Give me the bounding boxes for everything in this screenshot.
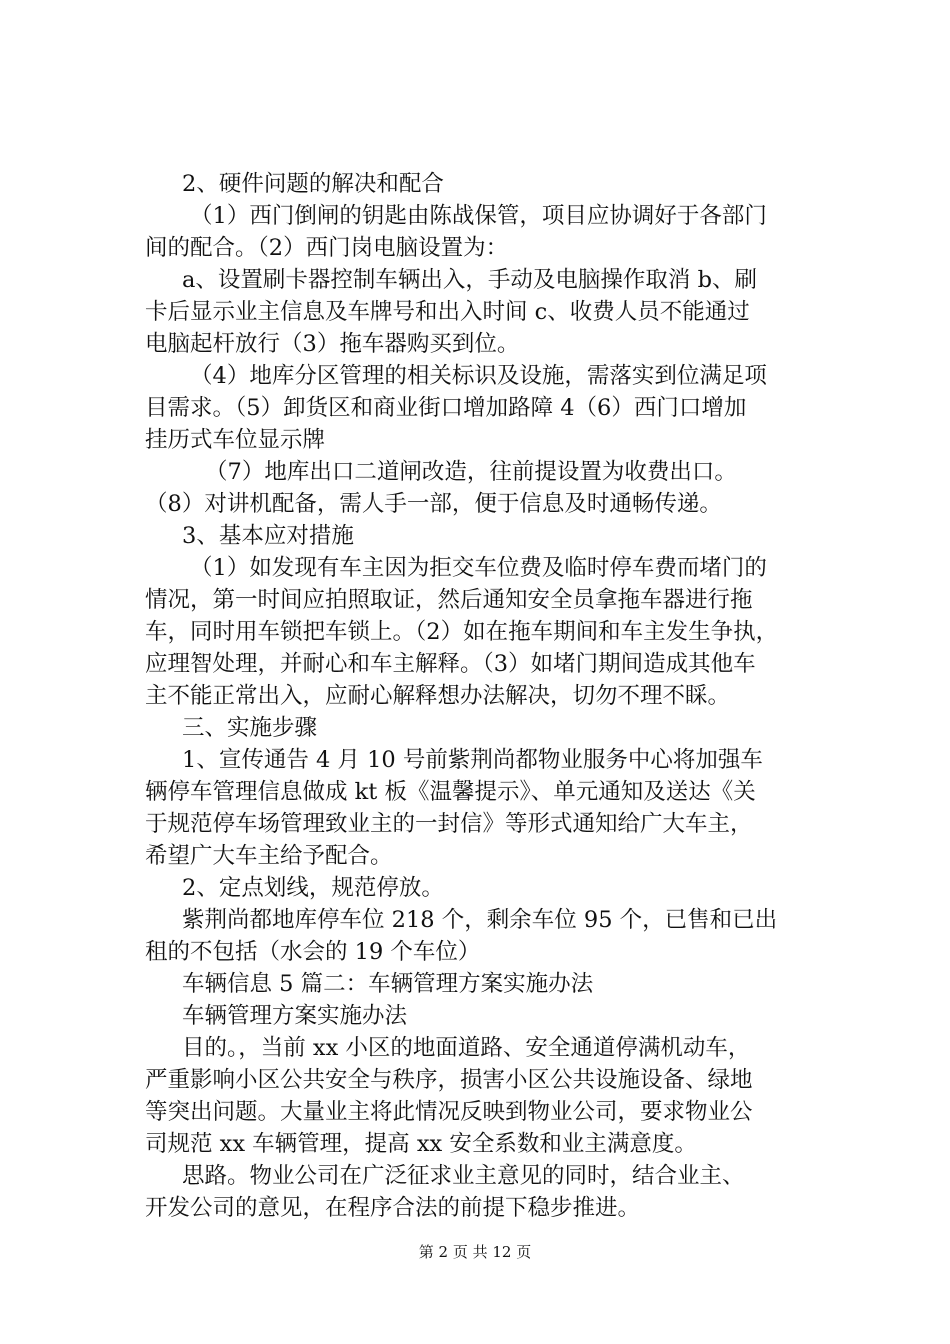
text-line: a、设置刷卡器控制车辆出入，手动及电脑操作取消 b、刷 — [182, 267, 757, 293]
text-line: 3、基本应对措施 — [182, 523, 354, 549]
text-line: （1）如发现有车主因为拒交车位费及临时停车费而堵门的 — [190, 555, 767, 581]
text-line: 主不能正常出入，应耐心解释想办法解决，切勿不理不睬。 — [145, 683, 731, 709]
text-line: 挂历式车位显示牌 — [145, 427, 326, 453]
text-line: （4）地库分区管理的相关标识及设施，需落实到位满足项 — [190, 363, 767, 389]
text-line: 希望广大车主给予配合。 — [145, 843, 393, 869]
text-line: 车，同时用车锁把车锁上。（2）如在拖车期间和车主发生争执， — [145, 619, 779, 645]
text-line: 辆停车管理信息做成 kt 板《温馨提示》、单元通知及送达《关 — [145, 779, 756, 805]
page-footer: 第 2 页 共 12 页 — [418, 1243, 532, 1261]
text-line: 电脑起杆放行（3）拖车器购买到位。 — [145, 331, 520, 357]
text-line: 目的。，当前 xx 小区的地面道路、安全通道停满机动车， — [182, 1035, 751, 1061]
text-line: 租的不包括（水会的 19 个车位） — [145, 939, 481, 965]
text-line: 1、宣传通告 4 月 10 号前紫荆尚都物业服务中心将加强车 — [182, 747, 763, 773]
document-body — [145, 168, 835, 1224]
text-line: 2、定点划线，规范停放。 — [182, 875, 444, 901]
text-line: 应理智处理，并耐心和车主解释。（3）如堵门期间造成其他车 — [145, 651, 756, 677]
text-line: 开发公司的意见，在程序合法的前提下稳步推进。 — [145, 1195, 641, 1221]
text-line: 严重影响小区公共安全与秩序，损害小区公共设施设备、绿地 — [145, 1067, 753, 1093]
text-line: （1）西门倒闸的钥匙由陈战保管，项目应协调好于各部门 — [190, 203, 767, 229]
text-line: 目需求。（5）卸货区和商业街口增加路障 4（6）西门口增加 — [145, 395, 747, 421]
text-line: 紫荆尚都地库停车位 218 个，剩余车位 95 个，已售和已出 — [182, 907, 778, 933]
text-line: 车辆管理方案实施办法 — [182, 1003, 408, 1029]
text-line: 三、实施步骤 — [182, 715, 318, 741]
text-line: 情况，第一时间应拍照取证，然后通知安全员拿拖车器进行拖 — [145, 587, 753, 613]
text-line: 间的配合。（2）西门岗电脑设置为： — [145, 235, 509, 261]
text-line: 2、硬件问题的解决和配合 — [182, 171, 444, 197]
text-line: （8）对讲机配备，需人手一部，便于信息及时通畅传递。 — [145, 491, 722, 517]
text-line: 车辆信息 5 篇二：车辆管理方案实施办法 — [182, 971, 594, 997]
text-line: 卡后显示业主信息及车牌号和出入时间 c、收费人员不能通过 — [145, 299, 750, 325]
text-line: 等突出问题。大量业主将此情况反映到物业公司，要求物业公 — [145, 1099, 753, 1125]
text-line: （7）地库出口二道闸改造，往前提设置为收费出口。 — [205, 459, 737, 485]
text-line: 于规范停车场管理致业主的一封信》等形式通知给广大车主， — [145, 811, 753, 837]
text-line: 思路。物业公司在广泛征求业主意见的同时，结合业主、 — [182, 1163, 745, 1189]
text-line: 司规范 xx 车辆管理，提高 xx 安全系数和业主满意度。 — [145, 1131, 697, 1157]
